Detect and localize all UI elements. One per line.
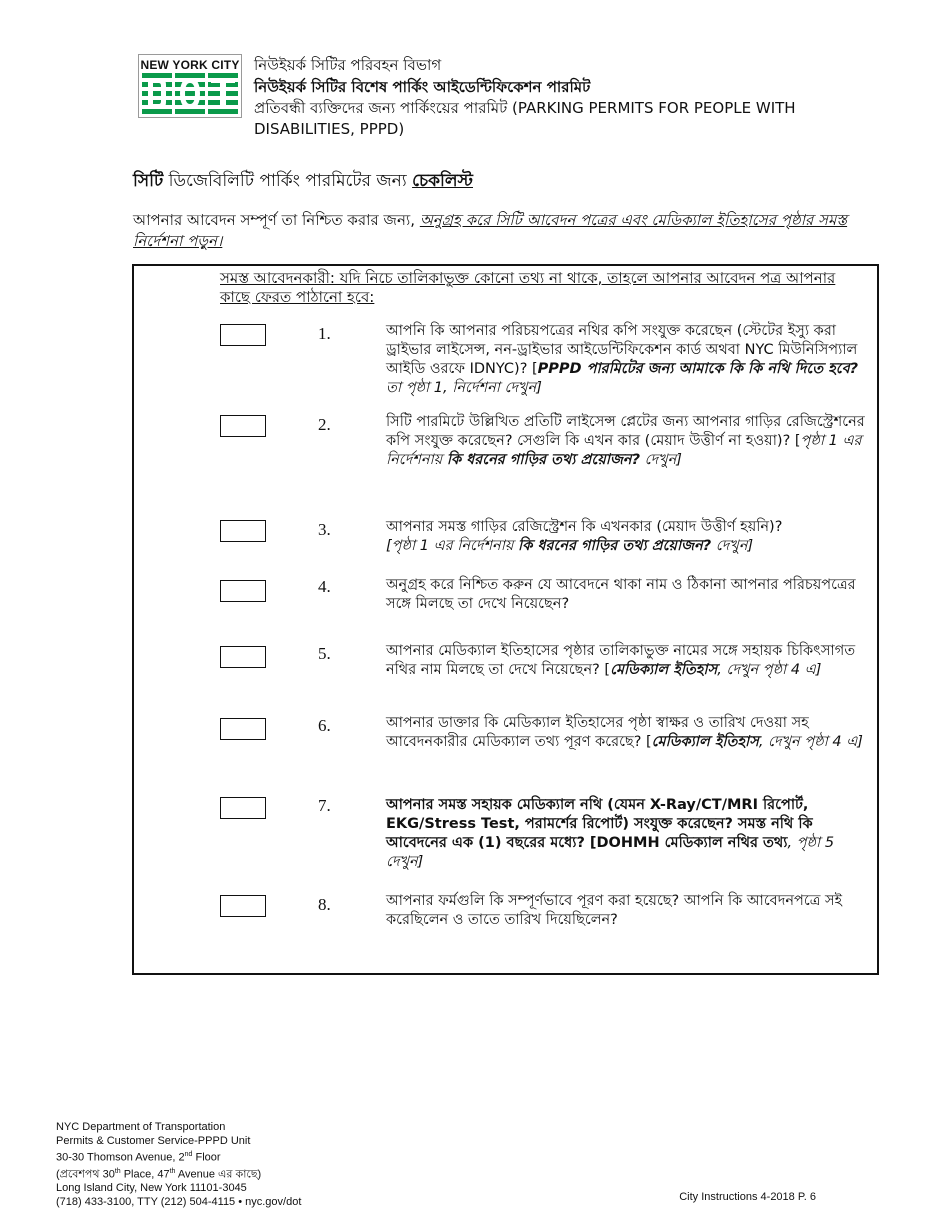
agency-block	[254, 54, 864, 140]
item-text: আপনার মেডিক্যাল ইতিহাসের পৃষ্ঠার তালিকাভুক্ত নামের সঙ্গে সহায়ক চিকিৎসাগত নথির নাম মিলছে তা দেখে নিয়েছেন? [মেডিক্যাল ইতিহাস, দেখুন পৃষ্ঠা 4 এ]	[386, 643, 856, 678]
title-middle: ডিজেবিলিটি পার্কিং পারমিটের জন্য	[163, 171, 413, 191]
page-title	[133, 168, 473, 196]
item-number: 6.	[318, 716, 331, 735]
footer-street: 30-30 Thomson Avenue, 2nd Floor	[56, 1151, 221, 1164]
item-number: 3.	[318, 520, 331, 539]
checkbox-8[interactable]	[220, 895, 266, 917]
footer-entrance: (প্রবেশপথ 30th Place, 47th Avenue এর কাছে)	[56, 1167, 262, 1181]
checklist-box	[132, 264, 879, 975]
item-text: আপনার ডাক্তার কি মেডিক্যাল ইতিহাসের পৃষ্ঠা স্বাক্ষর ও তারিখ দেওয়া সহ আবেদনকারীর মেডিক্যাল তথ্য পূরণ করেছে? [মেডিক্যাল ইতিহাস, দেখুন পৃষ্ঠা 4 এ]	[386, 715, 863, 750]
checkbox-7[interactable]	[220, 797, 266, 819]
item-number: 5.	[318, 644, 331, 663]
item-number: 4.	[318, 577, 331, 596]
intro-emphasis: অনুগ্রহ করে সিটি আবেদন পত্রের এবং মেডিক্যাল ইতিহাসের পৃষ্ঠার সমস্ত নির্দেশনা পড়ুন।	[133, 211, 848, 250]
footer-city: Long Island City, New York 11101-3045	[56, 1182, 247, 1195]
agency-name: নিউইয়র্ক সিটির পরিবহন বিভাগ	[254, 56, 442, 74]
program-name-line2: DISABILITIES, PPPD)	[254, 120, 405, 138]
footer-dept: NYC Department of Transportation	[56, 1121, 226, 1133]
footer-unit: Permits & Customer Service-PPPD Unit	[56, 1135, 251, 1147]
checkbox-4[interactable]	[220, 580, 266, 602]
title-city: সিটি	[133, 171, 164, 191]
item-number: 1.	[318, 324, 331, 343]
title-checklist: চেকলিস্ট	[412, 171, 473, 191]
footer-contact: (718) 433-3100, TTY (212) 504-4115 • nyc.gov/dot	[56, 1196, 302, 1209]
item-text: অনুগ্রহ করে নিশ্চিত করুন যে আবেদনে থাকা নাম ও ঠিকানা আপনার পরিচয়পত্রের সঙ্গে মিলছে তা দেখে নিয়েছেন?	[386, 577, 856, 612]
item-text: আপনার সমস্ত গাড়ির রেজিস্ট্রেশন কি এখনকার (মেয়াদ উত্তীর্ণ হয়নি)? [পৃষ্ঠা 1 এর নির্দেশনায় কি ধরনের গাড়ির তথ্য প্রয়োজন? দেখুন]	[386, 519, 783, 554]
checkbox-1[interactable]	[220, 324, 266, 346]
dot-logo-icon	[142, 73, 238, 115]
item-text: সিটি পারমিটে উল্লিখিত প্রতিটি লাইসেন্স প্লেটের জন্য আপনার গাড়ির রেজিস্ট্রেশনের কপি সংযুক্ত করেছেন? সেগুলি কি এখন কার (মেয়াদ উত্তীর্ণ না হওয়া)? [পৃষ্ঠা 1 এর নির্দেশনায় কি ধরনের গাড়ির তথ্য প্রয়োজন? দেখুন]	[386, 414, 865, 468]
nyc-dot-logo	[138, 54, 242, 118]
checkbox-2[interactable]	[220, 415, 266, 437]
page-reference: City Instructions 4-2018 P. 6	[679, 1191, 816, 1203]
logo-text: NEW YORK CITY	[140, 58, 240, 72]
item-number: 7.	[318, 796, 331, 815]
footer-address	[56, 1120, 301, 1209]
checkbox-3[interactable]	[220, 520, 266, 542]
checklist-heading: সমস্ত আবেদনকারী: যদি নিচে তালিকাভুক্ত কোনো তথ্য না থাকে, তাহলে আপনার আবেদন পত্র আপনার কাছে ফেরত পাঠানো হবে:	[220, 269, 836, 306]
permit-name: নিউইয়র্ক সিটির বিশেষ পার্কিং আইডেন্টিফিকেশন পারমিট	[254, 78, 591, 96]
item-number: 2.	[318, 415, 331, 434]
item-number: 8.	[318, 895, 331, 914]
intro-plain: আপনার আবেদন সম্পূর্ণ তা নিশ্চিত করার জন্য,	[133, 211, 420, 229]
checkbox-6[interactable]	[220, 718, 266, 740]
intro-paragraph	[133, 210, 873, 252]
item-text: আপনার ফর্মগুলি কি সম্পূর্ণভাবে পূরণ করা হয়েছে? আপনি কি আবেদনপত্রে সই করেছিলেন ও তাতে তারিখ দিয়েছিলেন?	[386, 893, 843, 928]
item-text: আপনার সমস্ত সহায়ক মেডিক্যাল নথি (যেমন X-Ray/CT/MRI রিপোর্ট, EKG/Stress Test, পরামর্শের রিপোর্ট) সংযুক্ত করেছেন? সমস্ত নথি কি আবেদনের এক (1) বছরের মধ্যে? [DOHMH মেডিক্যাল নথির তথ্য, পৃষ্ঠা 5 দেখুন]	[386, 797, 835, 870]
item-text: আপনি কি আপনার পরিচয়পত্রের নথির কপি সংযুক্ত করেছেন (স্টেটের ইস্যু করা ড্রাইভার লাইসেন্স, নন-ড্রাইভার আইডেন্টিফিকেশন কার্ড অথবা NYC মিউনিসিপ্যাল আইডি ওরফে IDNYC)? [PPPD পারমিটের জন্য আমাকে কি কি নথি দিতে হবে? তা পৃষ্ঠা 1, নির্দেশনা দেখুন]	[386, 323, 859, 396]
checkbox-5[interactable]	[220, 646, 266, 668]
program-name-line1: প্রতিবন্ধী ব্যক্তিদের জন্য পার্কিংয়ের পারমিট (PARKING PERMITS FOR PEOPLE WITH	[254, 99, 796, 117]
